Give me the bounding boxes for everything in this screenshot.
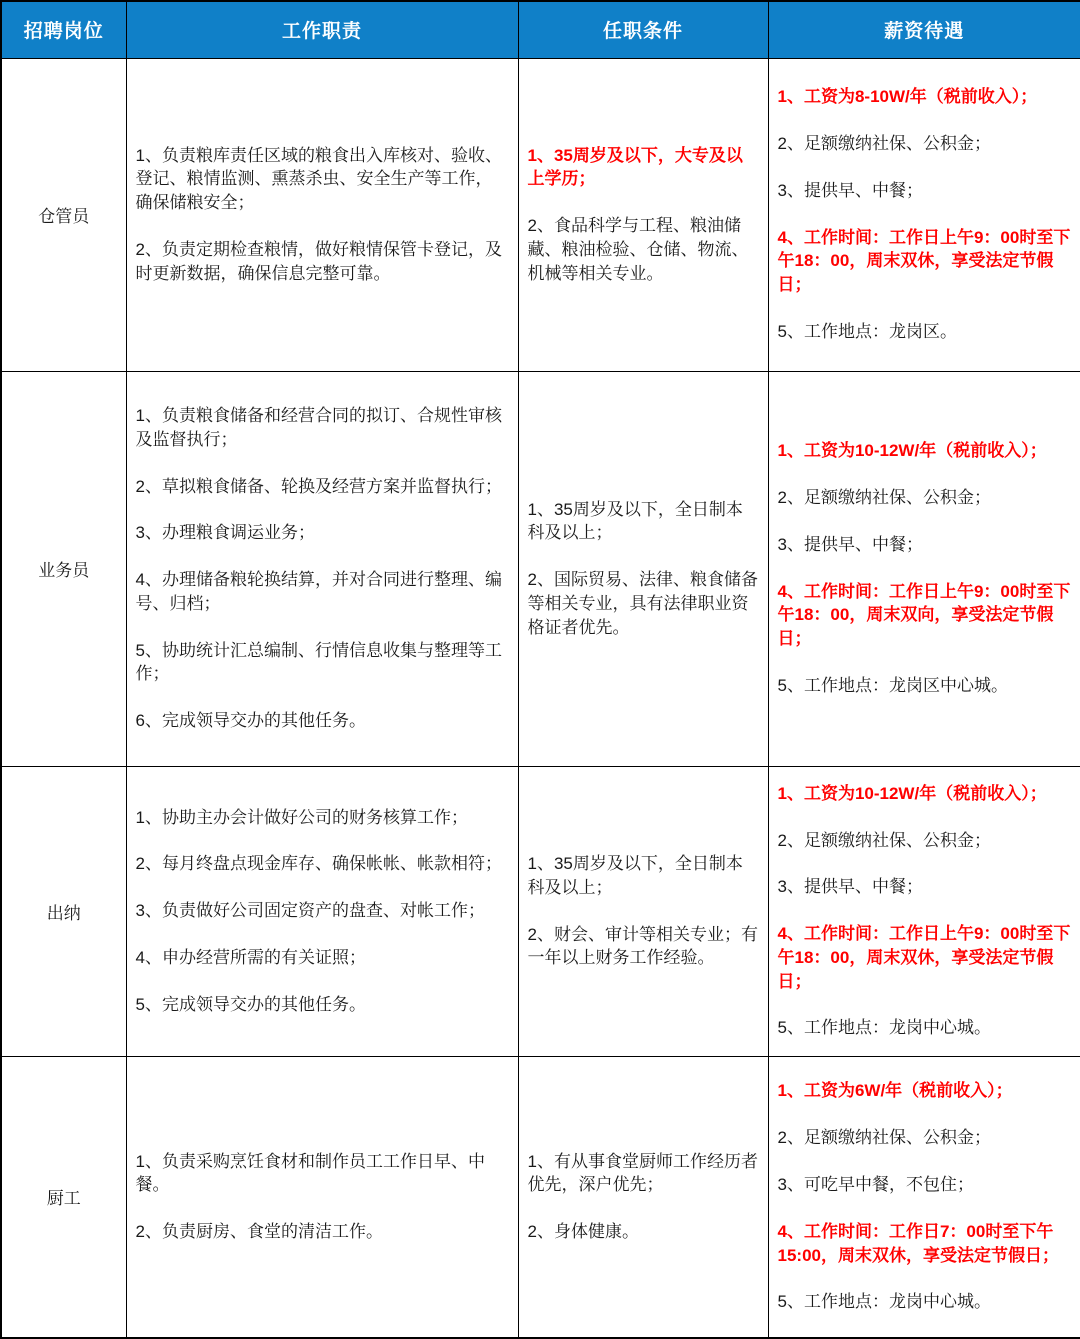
duties-cell <box>126 58 518 371</box>
table-row <box>1 371 1080 766</box>
table-row <box>1 1056 1080 1338</box>
duties-cell <box>126 371 518 766</box>
position-cell <box>1 58 126 371</box>
position-label: 业务员 <box>38 561 90 580</box>
salary-cell <box>768 1056 1080 1338</box>
duty-item: 4、申办经营所需的有关证照； <box>135 947 366 967</box>
salary-item: 3、提供早、中餐； <box>777 877 923 897</box>
salary-item: 3、提供早、中餐； <box>777 180 923 200</box>
salary-item: 5、工作地点：龙岗中心城。 <box>777 1018 991 1038</box>
header-salary: 薪资待遇 <box>768 1 1080 58</box>
requirement-item: 2、国际贸易、法律、粮食储备等相关专业，具有法律职业资格证者优先。 <box>527 570 758 637</box>
duty-item: 3、办理粮食调运业务； <box>135 523 315 543</box>
duty-item: 1、负责粮食储备和经营合同的拟订、合规性审核及监督执行； <box>135 405 502 449</box>
header-row <box>1 1 1080 58</box>
salary-item: 5、工作地点：龙岗区。 <box>777 321 957 341</box>
requirements-cell <box>518 371 768 766</box>
position-cell <box>1 1056 126 1338</box>
header-duties: 工作职责 <box>126 1 518 58</box>
duty-item: 2、负责定期检查粮情，做好粮情保管卡登记，及时更新数据，确保信息完整可靠。 <box>135 239 502 283</box>
duty-item: 2、每月终盘点现金库存、确保帐帐、帐款相符； <box>135 854 502 874</box>
salary-item: 1、工资为10-12W/年（税前收入）； <box>777 441 1047 461</box>
salary-cell <box>768 766 1080 1056</box>
salary-item: 4、工作时间：工作日上午9：00时至下午18：00，周末双休，享受法定节假日； <box>777 227 1071 295</box>
salary-item: 3、可吃早中餐，不包住； <box>777 1174 974 1194</box>
salary-cell <box>768 371 1080 766</box>
requirement-item: 1、35周岁及以下，大专及以上学历； <box>527 145 743 189</box>
header-requirements: 任职条件 <box>518 1 768 58</box>
position-cell <box>1 766 126 1056</box>
salary-item: 2、足额缴纳社保、公积金； <box>777 488 991 507</box>
salary-item: 1、工资为8-10W/年（税前收入）； <box>777 87 1038 107</box>
table-row <box>1 58 1080 371</box>
requirement-item: 2、食品科学与工程、粮油储藏、粮油检验、仓储、物流、机械等相关专业。 <box>527 216 749 283</box>
table-body <box>1 58 1080 1338</box>
duty-item: 1、负责采购烹饪食材和制作员工工作日早、中餐。 <box>135 1151 485 1195</box>
header-position: 招聘岗位 <box>1 1 126 58</box>
salary-item: 1、工资为10-12W/年（税前收入）； <box>777 783 1047 803</box>
salary-item: 4、工作时间：工作日上午9：00时至下午18：00，周末双向，享受法定节假日； <box>777 581 1071 649</box>
salary-cell <box>768 58 1080 371</box>
requirement-item: 1、35周岁及以下，全日制本科及以上； <box>527 853 743 897</box>
position-cell <box>1 371 126 766</box>
requirements-cell <box>518 766 768 1056</box>
salary-item: 3、提供早、中餐； <box>777 534 923 554</box>
salary-item: 5、工作地点：龙岗中心城。 <box>777 1292 991 1312</box>
duty-item: 2、负责厨房、食堂的清洁工作。 <box>135 1222 383 1242</box>
salary-item: 1、工资为6W/年（税前收入）； <box>777 1081 1013 1101</box>
salary-item: 2、足额缴纳社保、公积金； <box>777 1128 991 1148</box>
duties-cell <box>126 766 518 1056</box>
duty-item: 5、协助统计汇总编制、行情信息收集与整理等工作； <box>135 640 502 684</box>
requirement-item: 2、身体健康。 <box>527 1222 639 1242</box>
salary-item: 4、工作时间：工作日上午9：00时至下午18：00，周末双休，享受法定节假日； <box>777 924 1071 991</box>
duty-item: 5、完成领导交办的其他任务。 <box>135 994 366 1014</box>
duty-item: 6、完成领导交办的其他任务。 <box>135 711 366 731</box>
requirement-item: 2、财会、审计等相关专业；有一年以上财务工作经验。 <box>527 924 758 968</box>
duty-item: 4、办理储备粮轮换结算，并对合同进行整理、编号、归档； <box>135 570 502 613</box>
salary-item: 4、工作时间：工作日7：00时至下午15:00，周末双休，享受法定节假日； <box>777 1221 1059 1265</box>
table-header <box>1 1 1080 58</box>
salary-item: 2、足额缴纳社保、公积金； <box>777 830 991 850</box>
duties-cell <box>126 1056 518 1338</box>
requirements-cell <box>518 58 768 371</box>
requirement-item: 1、35周岁及以下，全日制本科及以上； <box>527 499 743 543</box>
position-label: 出纳 <box>46 903 81 923</box>
requirement-item: 1、有从事食堂厨师工作经历者优先，深户优先； <box>527 1151 758 1195</box>
salary-item: 5、工作地点：龙岗区中心城。 <box>777 675 1008 695</box>
duty-item: 1、协助主办会计做好公司的财务核算工作； <box>135 807 468 827</box>
salary-item: 2、足额缴纳社保、公积金； <box>777 134 991 153</box>
duty-item: 2、草拟粮食储备、轮换及经营方案并监督执行； <box>135 476 502 496</box>
table-row <box>1 766 1080 1056</box>
position-label: 厨工 <box>46 1189 81 1209</box>
duty-item: 3、负责做好公司固定资产的盘查、对帐工作； <box>135 901 485 921</box>
requirements-cell <box>518 1056 768 1338</box>
duty-item: 1、负责粮库责任区域的粮食出入库核对、验收、登记、粮情监测、熏蒸杀虫、安全生产等工作，确保储粮安全； <box>135 145 502 213</box>
position-label: 仓管员 <box>38 207 90 226</box>
